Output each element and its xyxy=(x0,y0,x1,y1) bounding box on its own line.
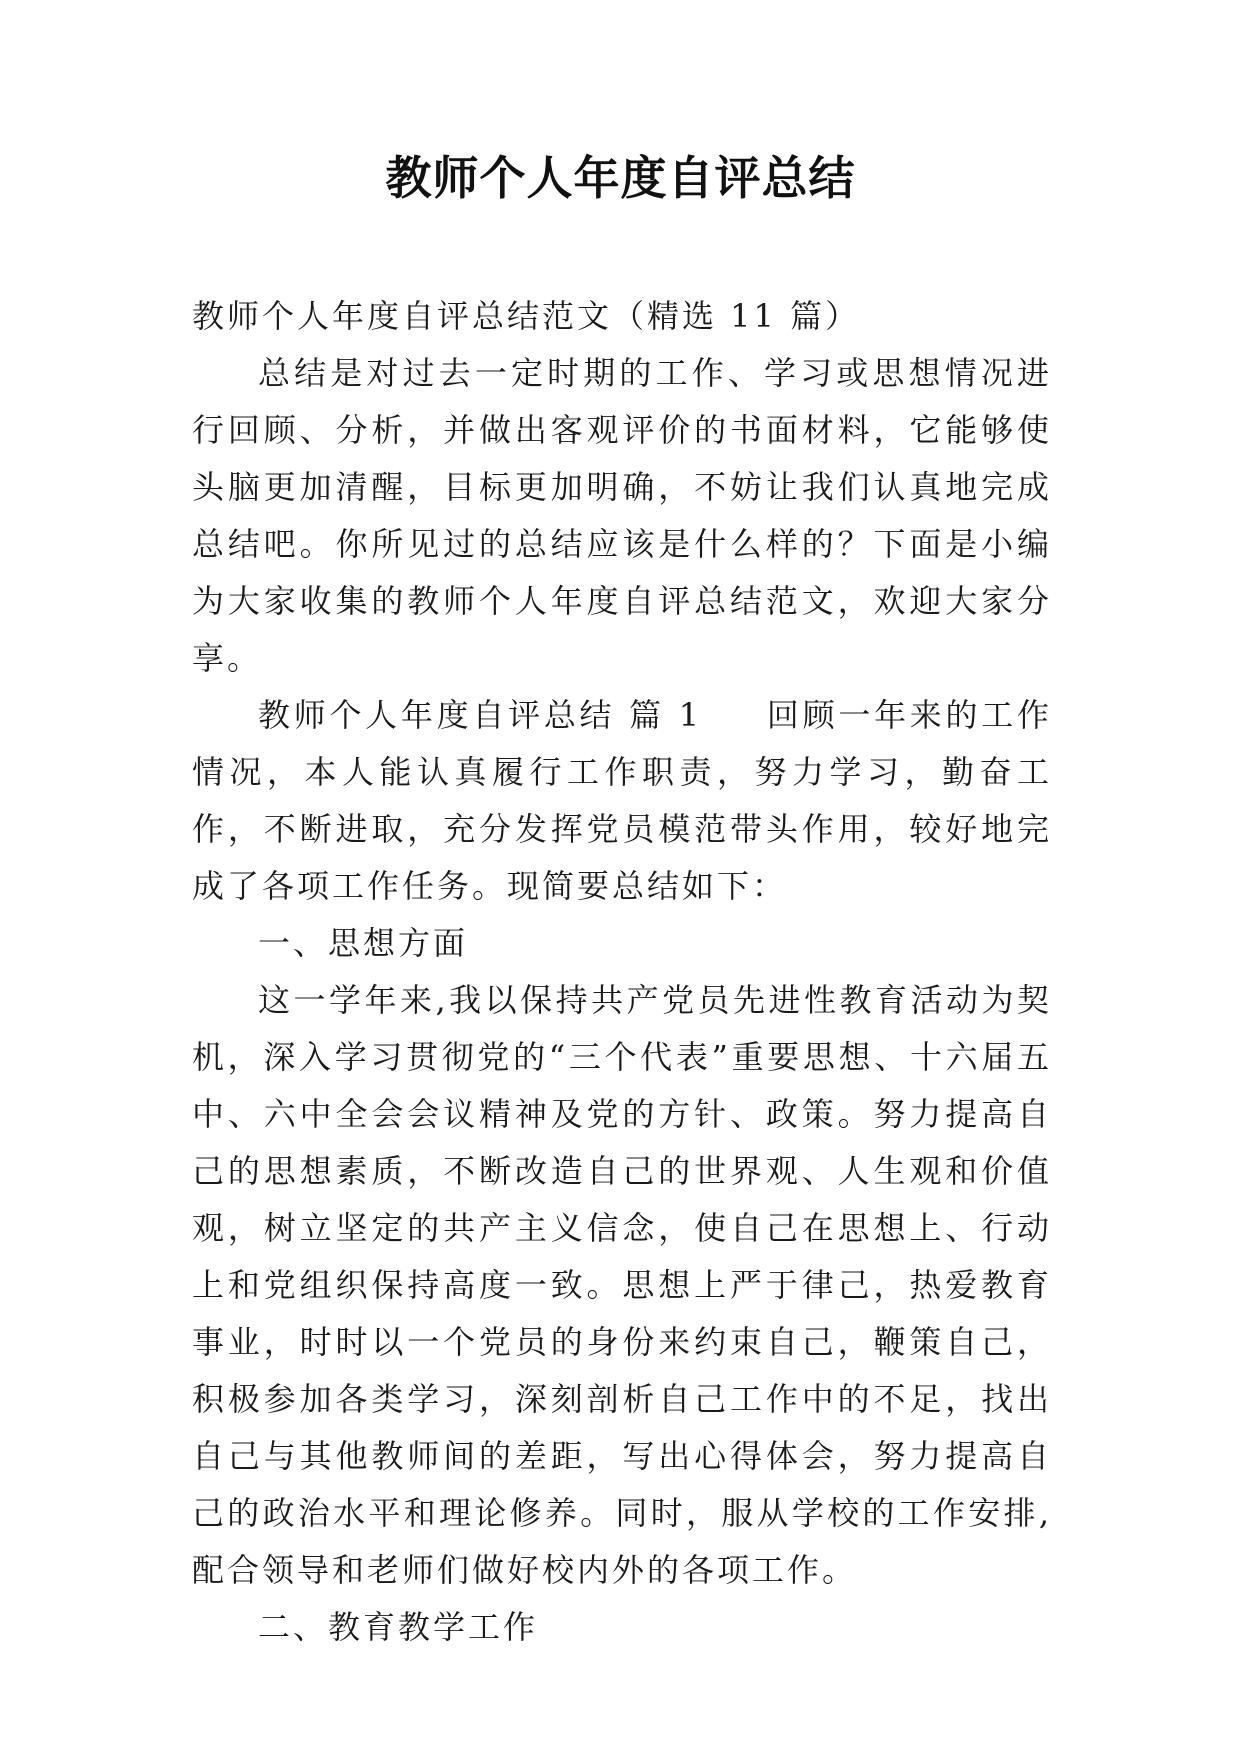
heading-thought: 一、思想方面 xyxy=(258,924,469,962)
thought-paragraph: 这一学年来,我以保持共产党员先进性教育活动为契机，深入学习贯彻党的“三个代表”重要思想、十六届五中、六中全会会议精神及党的方针、政策。努力提高自己的思想素质，不断改造自己的世界观、人生观和价值观，树立坚定的共产主义信念，使自己在思想上、行动上和党组织保持高度一致。思想上严于律己，热爱教育事业，时时以一个党员的身份来约束自己，鞭策自己，积极参加各类学习，深刻剖析自己工作中的不足，找出自己与其他教师间的差距，写出心得体会，努力提高自己的政治水平和理论修养。同时，服从学校的工作安排,配合领导和老师们做好校内外的各项工作。 xyxy=(192,981,1052,1589)
document-title: 教师个人年度自评总结 xyxy=(385,151,856,205)
section1-paragraph xyxy=(192,687,1052,915)
section1-text: 回顾一年来的工作情况，本人能认真履行工作职责，努力学习，勤奋工作，不断进取，充分发挥党员模范带头作用，较好地完成了各项工作任务。现简要总结如下： xyxy=(192,696,1052,905)
document-subtitle: 教师个人年度自评总结范文（精选 11 篇） xyxy=(192,297,861,335)
document-body xyxy=(192,288,1052,1656)
section1-label: 教师个人年度自评总结 篇 1 xyxy=(258,696,703,734)
intro-paragraph: 总结是对过去一定时期的工作、学习或思想情况进行回顾、分析，并做出客观评价的书面材料，它能够使头脑更加清醒，目标更加明确，不妨让我们认真地完成总结吧。你所见过的总结应该是什么样的？下面是小编为大家收集的教师个人年度自评总结范文，欢迎大家分享。 xyxy=(192,354,1052,677)
heading-teaching: 二、教育教学工作 xyxy=(258,1608,539,1646)
